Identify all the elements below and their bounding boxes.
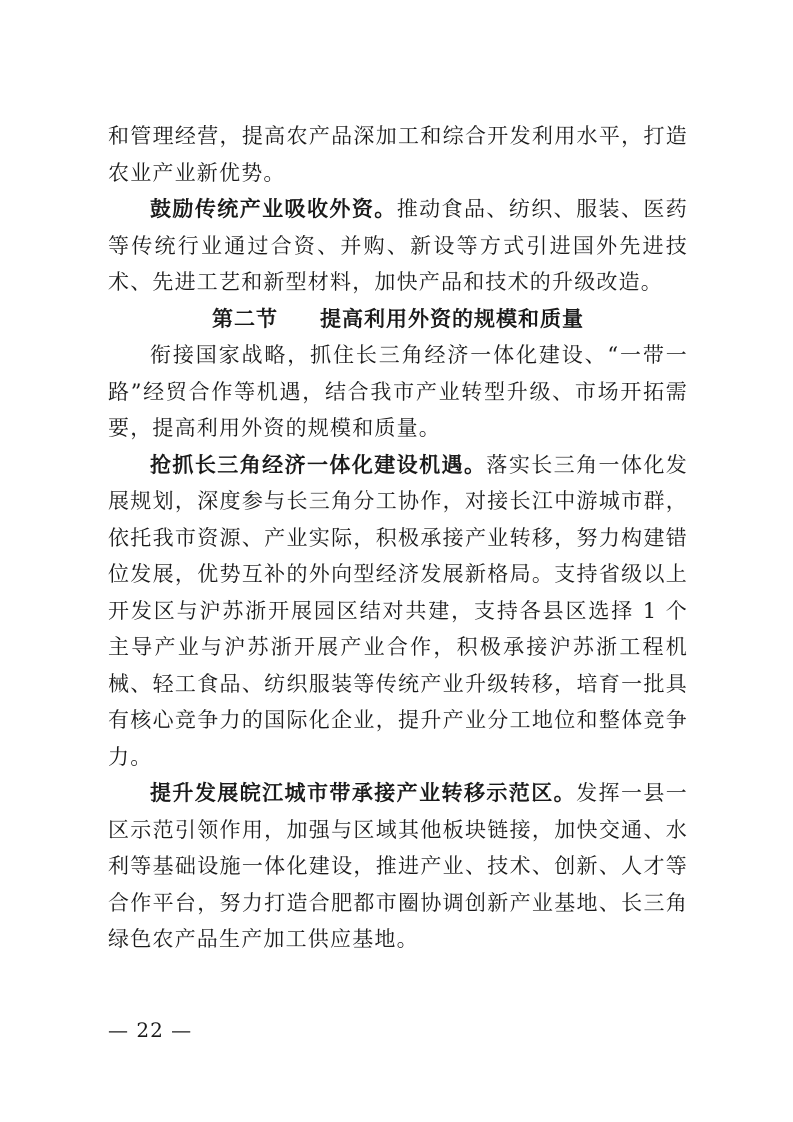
- wanjiang-text: 发挥一县一区示范引领作用，加强与区域其他板块链接，加快交通、水利等基础设施一体化建设，推进产业、技术、创新、人才等合作平台，努力打造合肥都市圈协调创新产业基地、长三角绿色农产品生产加工供应基地。: [108, 781, 688, 951]
- section-intro-paragraph: 衔接国家战略，抓住长三角经济一体化建设、“一带一路”经贸合作等机遇，结合我市产业转型升级、市场开拓需要，提高利用外资的规模和质量。: [108, 343, 688, 440]
- section-number: 第二节: [212, 306, 278, 331]
- wanjiang-lead: 提升发展皖江城市带承接产业转移示范区。: [150, 781, 577, 805]
- yangtze-delta-lead: 抢抓长三角经济一体化建设机遇。: [150, 452, 487, 477]
- section-title: 提高利用外资的规模和质量: [320, 306, 584, 331]
- page-number: — 22 —: [108, 1018, 193, 1042]
- yangtze-delta-text: 落实长三角一体化发展规划，深度参与长三角分工协作，对接长江中游城市群，依托我市资源、产业实际，积极承接产业转移，努力构建错位发展，优势互补的外向型经济发展新格局。支持省级以上开发区与沪苏浙开展园区结对共建，支持各县区选择 1 个主导产业与沪苏浙开展产业合作，积极承接沪苏浙工程机械、轻工食品、纺织服装等传统产业升级转移，培育一批具有核心竞争力的国际化企业，提升产业分工地位和整体竞争力。: [108, 452, 688, 769]
- yangtze-delta-paragraph: [108, 447, 688, 776]
- continuation-paragraph: 和管理经营，提高农产品深加工和综合开发利用水平，打造农业产业新优势。: [108, 124, 688, 185]
- section-heading: [108, 301, 688, 338]
- traditional-industry-paragraph: [108, 191, 688, 301]
- traditional-industry-lead: 鼓励传统产业吸收外资。: [150, 197, 397, 221]
- document-body: [108, 118, 688, 958]
- wanjiang-paragraph: [108, 775, 688, 958]
- traditional-industry-text: 推动食品、纺织、服装、医药等传统行业通过合资、并购、新设等方式引进国外先进技术、先进工艺和新型材料，加快产品和技术的升级改造。: [108, 197, 688, 294]
